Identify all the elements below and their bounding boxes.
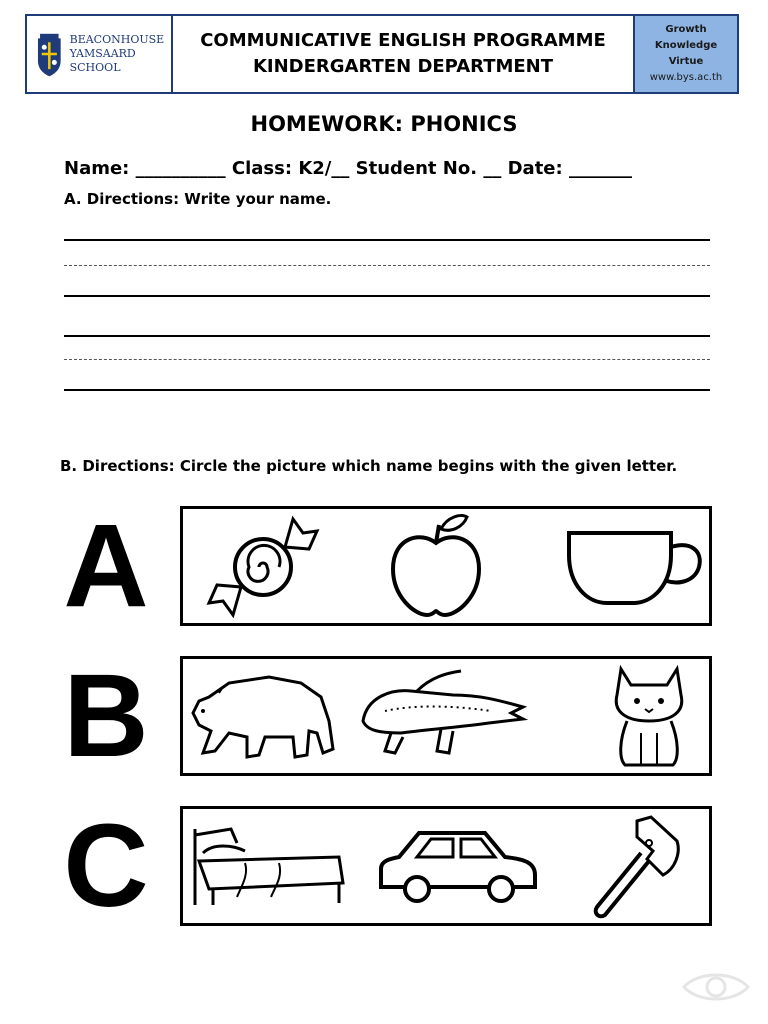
school-logo-box (27, 16, 173, 92)
values-box (633, 16, 737, 92)
letter-c: C (63, 800, 149, 932)
candy-icon[interactable] (205, 513, 325, 621)
bed-icon[interactable] (189, 823, 345, 909)
picture-row-a (180, 506, 712, 626)
letter-b: B (63, 650, 149, 782)
crocodile-icon[interactable] (361, 667, 529, 763)
axe-icon[interactable] (587, 813, 683, 921)
cup-icon[interactable] (569, 533, 700, 603)
student-info-line: Name: __________ Class: K2/__ Student No. __ Date: _______ (64, 158, 632, 179)
eye-watermark-icon (680, 965, 752, 1009)
bear-icon[interactable] (189, 671, 337, 763)
writing-base-line (64, 295, 710, 297)
writing-mid-line (64, 359, 710, 360)
website-link[interactable]: www.bys.ac.th (649, 72, 723, 83)
car-icon[interactable] (375, 825, 541, 909)
program-title: COMMUNICATIVE ENGLISH PROGRAMME (200, 30, 606, 51)
value-knowledge: Knowledge (654, 40, 718, 51)
cat-icon[interactable] (607, 661, 691, 769)
letter-a: A (63, 500, 149, 632)
directions-a: A. Directions: Write your name. (64, 190, 332, 208)
header (25, 14, 739, 94)
homework-title: HOMEWORK: PHONICS (250, 112, 518, 136)
writing-top-line (64, 239, 710, 241)
school-crest-icon (35, 26, 64, 82)
picture-row-b (180, 656, 712, 776)
value-virtue: Virtue (668, 56, 704, 67)
writing-base-line (64, 389, 710, 391)
directions-b: B. Directions: Circle the picture which name begins with the given letter. (60, 457, 678, 475)
apple-icon[interactable] (381, 511, 491, 623)
school-name-line1: BEACONHOUSE (69, 33, 165, 46)
writing-mid-line (64, 265, 710, 266)
school-name-line2: YAMSAARD SCHOOL (69, 47, 136, 74)
picture-row-c (180, 806, 712, 926)
writing-top-line (64, 335, 710, 337)
value-growth: Growth (665, 24, 707, 35)
department-title: KINDERGARTEN DEPARTMENT (252, 56, 554, 77)
